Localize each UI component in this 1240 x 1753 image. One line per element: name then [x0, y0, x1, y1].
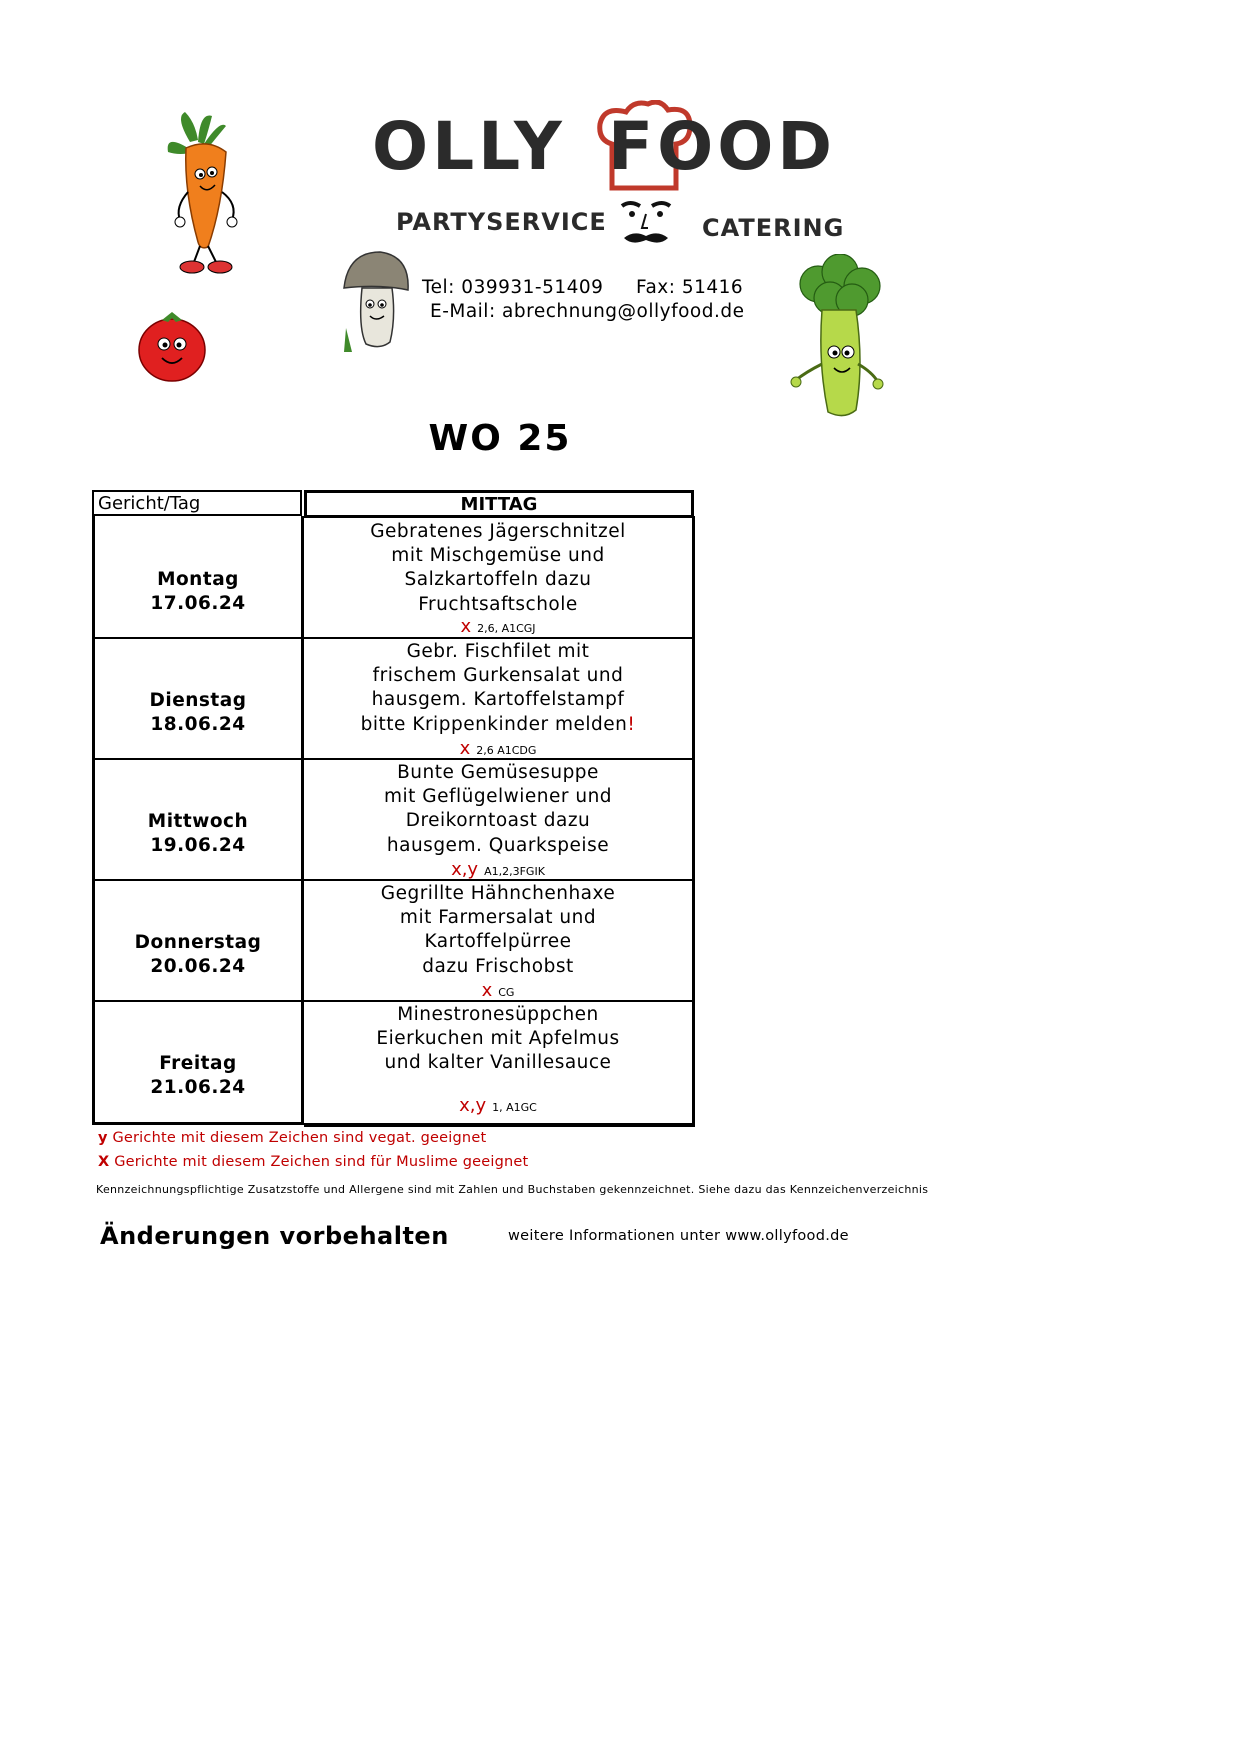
day-cell — [95, 516, 301, 637]
dish-line: und kalter Vanillesauce — [384, 1052, 612, 1074]
day-cell — [95, 758, 301, 879]
legend-x-text: Gerichte mit diesem Zeichen sind für Muslime geeignet — [114, 1154, 529, 1170]
brand-name-part2: FOOD — [608, 108, 837, 185]
day-date: 21.06.24 — [150, 1077, 246, 1098]
allergen-codes: 1, A1GC — [492, 1101, 537, 1114]
mushroom-mascot-icon — [340, 248, 412, 352]
dish-text — [304, 639, 692, 737]
day-name: Mittwoch — [147, 811, 249, 832]
allergen-codes: 2,6, A1CGJ — [477, 622, 536, 635]
allergen-note: Kennzeichnungspflichtige Zusatzstoffe und Allergene sind mit Zahlen und Buchstaben gekennzeichnet. Siehe dazu das Kennzeichenverzeichnis — [96, 1183, 929, 1196]
legend-y-symbol: y — [98, 1130, 108, 1146]
allergen-codes: 2,6 A1CDG — [476, 744, 537, 757]
dish-line: Salzkartoffeln dazu — [404, 569, 592, 591]
changes-notice: Änderungen vorbehalten — [100, 1222, 449, 1250]
dish-line: Gebratenes Jägerschnitzel — [370, 521, 626, 542]
column-header-day: Gericht/Tag — [92, 490, 302, 516]
dish-text — [304, 760, 692, 858]
brand-name-part1: OLLY — [372, 108, 566, 185]
menu-cell — [304, 1000, 692, 1123]
menu-cell — [304, 637, 692, 758]
day-cell — [95, 637, 301, 758]
brand-subtitle-catering: CATERING — [702, 214, 845, 242]
day-cell — [95, 1000, 301, 1122]
day-name: Freitag — [159, 1053, 237, 1074]
menu-cell — [304, 516, 692, 637]
brand-subtitle-partyservice: PARTYSERVICE — [396, 208, 607, 236]
day-date: 20.06.24 — [150, 956, 246, 977]
day-date: 17.06.24 — [150, 593, 246, 614]
day-name: Donnerstag — [134, 932, 262, 953]
day-name: Dienstag — [149, 690, 247, 711]
dish-codes — [304, 738, 692, 759]
day-name: Montag — [157, 569, 239, 590]
dish-text — [304, 881, 692, 979]
dish-codes — [304, 859, 692, 880]
day-cell — [95, 879, 301, 1000]
dish-line: bitte Krippenkinder melden! — [360, 713, 636, 735]
diet-mark: x,y — [459, 1095, 487, 1116]
legend-y-text: Gerichte mit diesem Zeichen sind vegat. geeignet — [112, 1130, 487, 1146]
legend-x-symbol: X — [98, 1154, 110, 1170]
dish-line: hausgem. Kartoffelstampf — [371, 689, 625, 711]
mittag-column — [304, 516, 695, 1127]
contact-fax: Fax: 51416 — [636, 277, 744, 298]
allergen-codes: A1,2,3FGIK — [484, 865, 545, 878]
menu-table — [92, 490, 692, 1126]
diet-mark: x — [460, 616, 472, 637]
menu-cell — [304, 758, 692, 879]
legend-muslim — [98, 1154, 528, 1170]
dish-line: Gegrillte Hähnchenhaxe — [380, 883, 616, 904]
column-header-mittag: MITTAG — [304, 490, 694, 518]
dish-codes — [304, 980, 692, 1001]
allergen-codes: CG — [498, 986, 515, 999]
dish-codes — [304, 616, 692, 637]
dish-line: dazu Frischobst — [422, 955, 574, 977]
dish-line: Dreikorntoast dazu — [405, 810, 591, 832]
exclamation-mark: ! — [627, 713, 636, 735]
dish-line: Minestronesüppchen — [397, 1004, 599, 1025]
day-date: 19.06.24 — [150, 835, 246, 856]
dish-line: Eierkuchen mit Apfelmus — [376, 1028, 620, 1050]
broccoli-mascot-icon — [788, 254, 888, 420]
carrot-mascot-icon — [160, 112, 250, 282]
dish-line: frischem Gurkensalat und — [372, 665, 624, 687]
more-info-link[interactable]: weitere Informationen unter www.ollyfood.de — [508, 1228, 849, 1244]
day-date: 18.06.24 — [150, 714, 246, 735]
dish-text — [304, 1002, 692, 1076]
dish-line: mit Geflügelwiener und — [383, 786, 613, 808]
contact-email: E-Mail: abrechnung@ollyfood.de — [430, 301, 745, 322]
contact-tel: Tel: 039931-51409 — [422, 277, 604, 298]
chef-face-icon — [616, 196, 676, 252]
dish-text — [304, 516, 692, 617]
dish-codes — [304, 1095, 692, 1116]
dish-line: Fruchtsaftschole — [418, 593, 578, 615]
dish-line: Kartoffelpürree — [424, 931, 572, 953]
dish-line: Bunte Gemüsesuppe — [397, 762, 599, 783]
diet-mark: x,y — [451, 859, 479, 880]
legend-vegetarian — [98, 1130, 486, 1146]
tomato-mascot-icon — [136, 308, 208, 384]
menu-cell — [304, 879, 692, 1000]
diet-mark: x — [459, 738, 471, 759]
diet-mark: x — [481, 980, 493, 1001]
dish-line: Gebr. Fischfilet mit — [406, 641, 590, 662]
day-column — [92, 516, 304, 1125]
week-title: WO 25 — [428, 418, 572, 459]
dish-line: hausgem. Quarkspeise — [386, 834, 610, 856]
dish-line: mit Mischgemüse und — [391, 545, 605, 567]
dish-line: mit Farmersalat und — [399, 907, 597, 929]
